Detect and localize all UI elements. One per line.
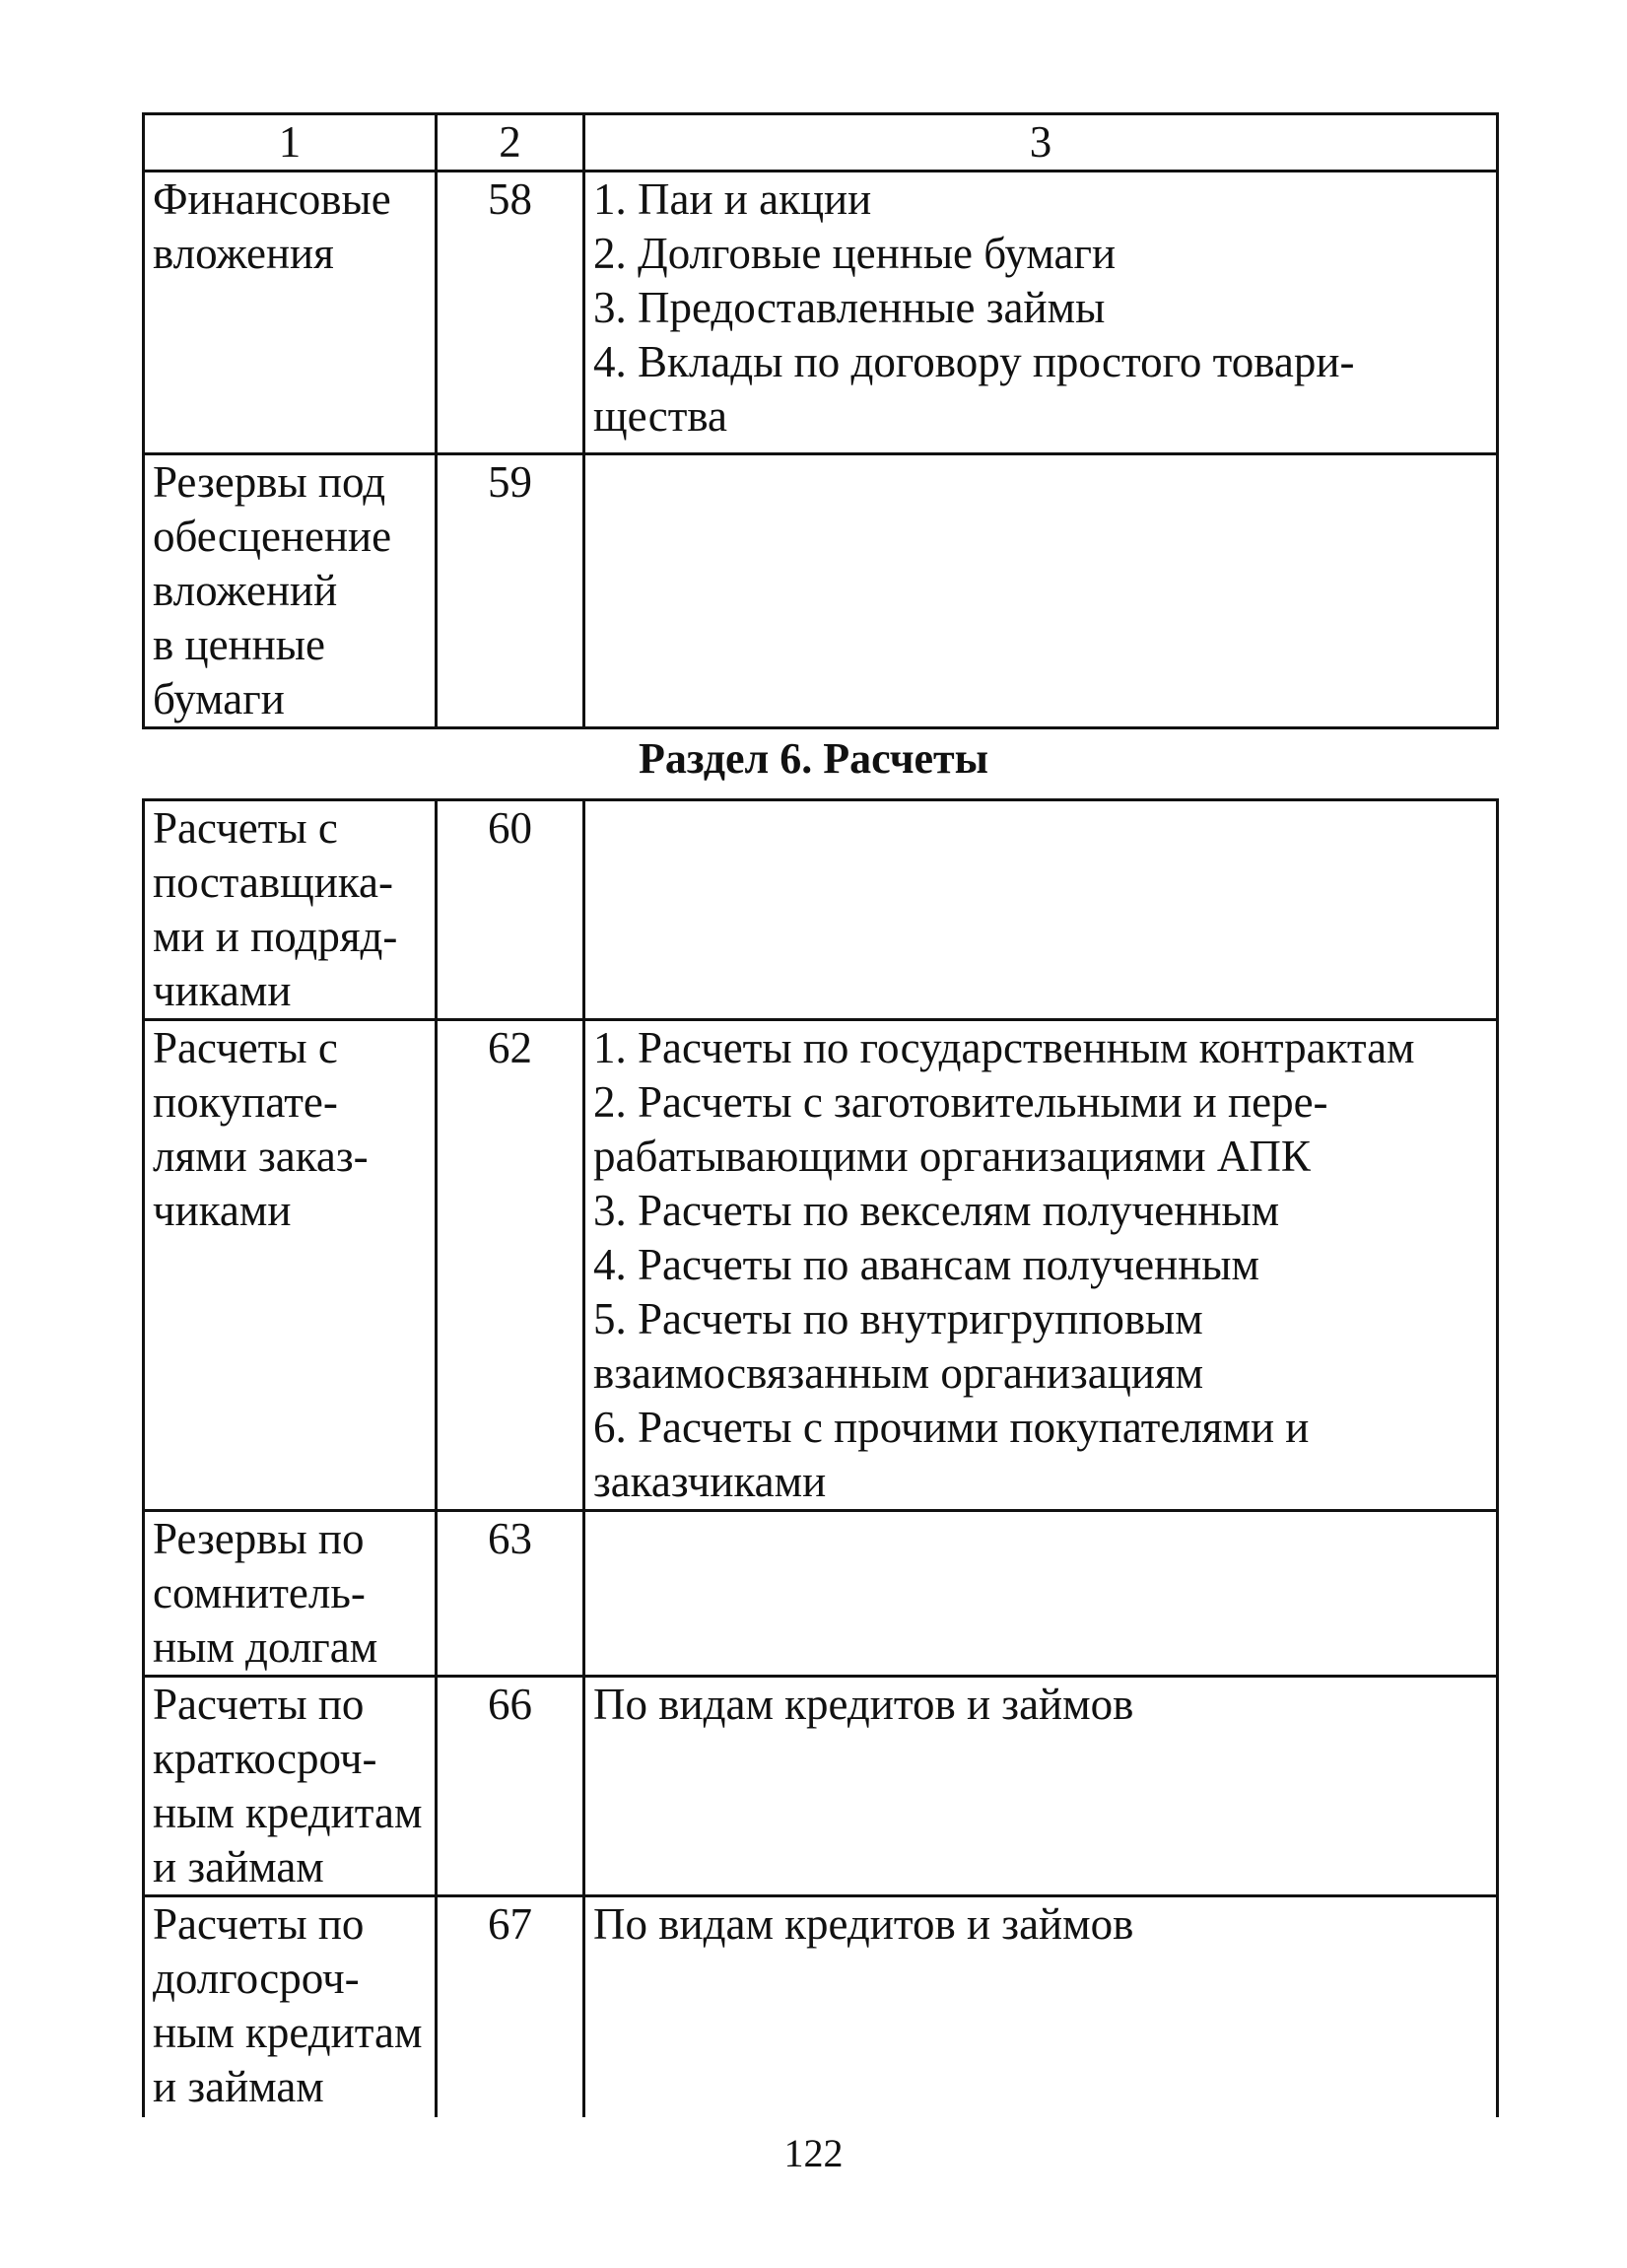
- settlements-accounts-table: [142, 798, 1499, 2117]
- account-name-line: обесценение: [153, 512, 392, 561]
- account-name-line: покупате-: [153, 1077, 338, 1127]
- account-name-line: вложения: [153, 229, 334, 278]
- subaccounts-cell: [584, 172, 1498, 454]
- subaccount-line: 2. Расчеты с заготовительными и пере-: [593, 1077, 1328, 1127]
- subaccount-line: 2. Долговые ценные бумаги: [593, 229, 1117, 278]
- subaccount-line: По видам кредитов и займов: [593, 1680, 1134, 1729]
- account-name-line: долгосроч-: [153, 1954, 360, 2003]
- page-number: 122: [783, 2131, 844, 2175]
- account-name-line: вложений: [153, 566, 338, 615]
- subaccount-line: По видам кредитов и займов: [593, 1899, 1134, 1949]
- accounts-table-continued: [142, 112, 1499, 729]
- account-name-line: Финансовые: [153, 174, 391, 224]
- account-name-line: ным кредитам: [153, 2008, 423, 2057]
- account-name-cell: [144, 1896, 437, 2117]
- table-row: [144, 1511, 1498, 1677]
- account-number-cell: 59: [437, 454, 584, 728]
- account-number-cell: 63: [437, 1511, 584, 1677]
- account-name-line: сомнитель-: [153, 1568, 366, 1617]
- account-name-line: и займам: [153, 1842, 324, 1891]
- table-row: [144, 454, 1498, 728]
- section-title: Раздел 6. Расчеты: [638, 734, 989, 783]
- subaccount-line: 1. Расчеты по государственным контрактам: [593, 1023, 1415, 1072]
- subaccount-line: 1. Паи и акции: [593, 174, 872, 224]
- account-name-cell: [144, 454, 437, 728]
- account-name-line: Резервы по: [153, 1514, 365, 1563]
- account-name-line: Резервы под: [153, 457, 386, 507]
- account-name-line: ным долгам: [153, 1622, 378, 1672]
- subaccount-line: 6. Расчеты с прочими покупателями и: [593, 1403, 1310, 1452]
- account-name-cell: [144, 1511, 437, 1677]
- account-name-line: лями заказ-: [153, 1132, 369, 1181]
- subaccount-line: 3. Расчеты по векселям полученным: [593, 1186, 1280, 1235]
- account-name-line: Расчеты по: [153, 1899, 365, 1949]
- subaccount-line: 5. Расчеты по внутригрупповым: [593, 1294, 1203, 1343]
- account-name-line: чиками: [153, 966, 292, 1015]
- account-name-line: краткосроч-: [153, 1734, 377, 1783]
- header-cell-1: 1: [144, 114, 437, 172]
- subaccount-line: 3. Предоставленные займы: [593, 283, 1106, 332]
- account-name-line: в ценные: [153, 620, 325, 669]
- table-row: [144, 800, 1498, 1020]
- account-number-cell: 66: [437, 1677, 584, 1896]
- account-number-cell: 60: [437, 800, 584, 1020]
- subaccounts-cell: [584, 1677, 1498, 1896]
- subaccount-line: щества: [593, 391, 728, 441]
- account-name-line: Расчеты с: [153, 803, 338, 853]
- account-name-line: Расчеты с: [153, 1023, 338, 1072]
- subaccounts-cell: [584, 1511, 1498, 1677]
- account-name-cell: [144, 172, 437, 454]
- header-cell-3: 3: [584, 114, 1498, 172]
- subaccount-line: заказчиками: [593, 1457, 827, 1506]
- subaccount-line: рабатывающими организациями АПК: [593, 1132, 1311, 1181]
- subaccounts-cell: [584, 800, 1498, 1020]
- subaccounts-cell: [584, 454, 1498, 728]
- subaccount-line: 4. Вклады по договору простого товари-: [593, 337, 1355, 386]
- account-name-line: поставщика-: [153, 858, 393, 907]
- account-name-cell: [144, 1677, 437, 1896]
- account-name-line: ми и подряд-: [153, 912, 398, 961]
- account-number-cell: 62: [437, 1020, 584, 1511]
- account-name-line: и займам: [153, 2062, 324, 2111]
- subaccounts-cell: [584, 1020, 1498, 1511]
- account-name-line: чиками: [153, 1186, 292, 1235]
- account-number-cell: 58: [437, 172, 584, 454]
- table-row: [144, 1896, 1498, 2117]
- table-row: [144, 1677, 1498, 1896]
- account-name-cell: [144, 1020, 437, 1511]
- account-name-line: бумаги: [153, 674, 285, 723]
- account-name-cell: [144, 800, 437, 1020]
- subaccount-line: взаимосвязанным организациям: [593, 1348, 1204, 1398]
- subaccounts-cell: [584, 1896, 1498, 2117]
- account-number-cell: 67: [437, 1896, 584, 2117]
- table-header-row: [144, 114, 1498, 172]
- table-row: [144, 1020, 1498, 1511]
- account-name-line: Расчеты по: [153, 1680, 365, 1729]
- account-name-line: ным кредитам: [153, 1788, 423, 1837]
- subaccount-line: 4. Расчеты по авансам полученным: [593, 1240, 1259, 1289]
- table-row: [144, 172, 1498, 454]
- header-cell-2: 2: [437, 114, 584, 172]
